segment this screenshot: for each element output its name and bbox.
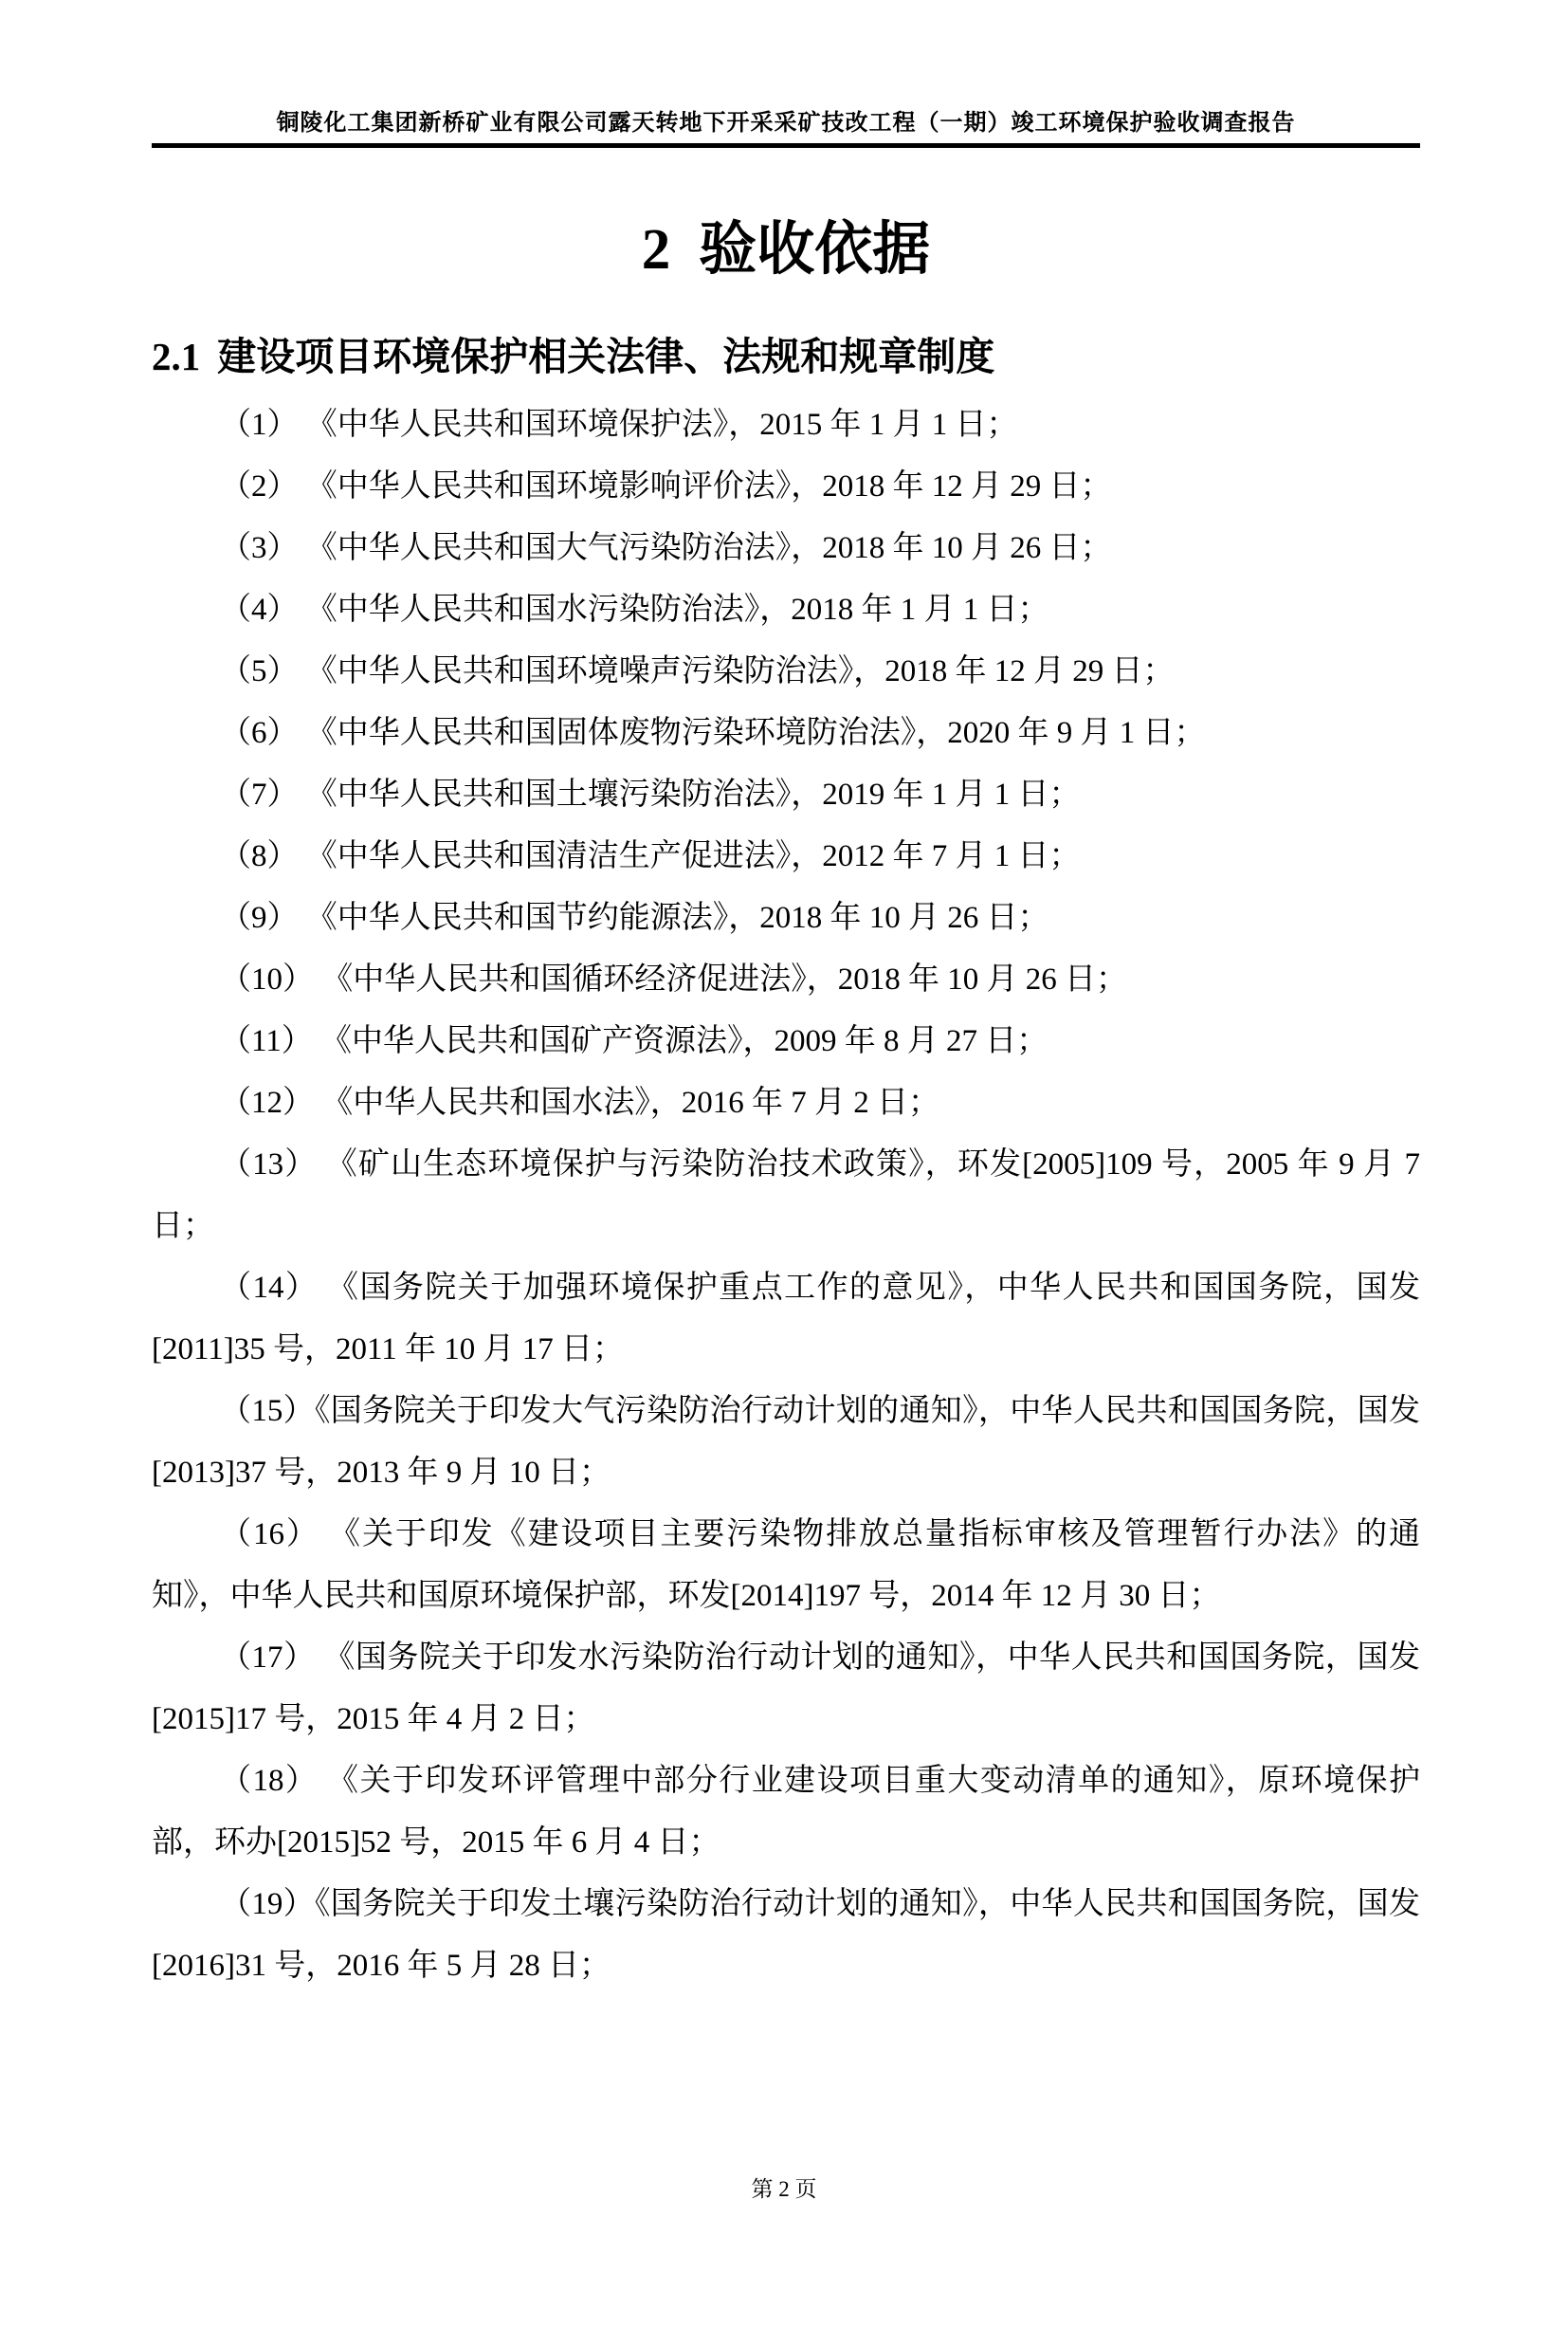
section-heading: [152, 330, 1420, 383]
law-item: （12） 《中华人民共和国水法》，2016 年 7 月 2 日；: [220, 1086, 939, 1120]
law-item: （7） 《中华人民共和国土壤污染防治法》，2019 年 1 月 1 日；: [220, 778, 1081, 812]
law-item: （5） 《中华人民共和国环境噪声污染防治法》，2018 年 12 月 29 日；: [220, 654, 1175, 688]
law-item: （15）《国务院关于印发大气污染防治行动计划的通知》，中华人民共和国国务院，国发[2013]37 号，2013 年 9 月 10 日；: [152, 1394, 1420, 1490]
law-item: （11） 《中华人民共和国矿产资源法》，2009 年 8 月 27 日；: [220, 1024, 1048, 1058]
law-item: （14） 《国务院关于加强环境保护重点工作的意见》，中华人民共和国国务院，国发[2011]35 号，2011 年 10 月 17 日；: [152, 1271, 1420, 1366]
law-item: （19）《国务院关于印发土壤污染防治行动计划的通知》，中华人民共和国国务院，国发[2016]31 号，2016 年 5 月 28 日；: [152, 1887, 1420, 1983]
law-item: （4） 《中华人民共和国水污染防治法》，2018 年 1 月 1 日；: [220, 593, 1049, 627]
page-number: 第 2 页: [751, 2177, 817, 2201]
law-item: （17） 《国务院关于印发水污染防治行动计划的通知》，中华人民共和国国务院，国发[2015]17 号，2015 年 4 月 2 日；: [152, 1641, 1420, 1736]
law-item: （18） 《关于印发环评管理中部分行业建设项目重大变动清单的通知》，原环境保护部，环办[2015]52 号，2015 年 6 月 4 日；: [152, 1764, 1420, 1860]
law-item: （13） 《矿山生态环境保护与污染防治技术政策》，环发[2005]109 号，2005 年 9 月 7 日；: [152, 1147, 1420, 1243]
law-item: （16） 《关于印发《建设项目主要污染物排放总量指标审核及管理暂行办法》的通知》，中华人民共和国原环境保护部，环发[2014]197 号，2014 年 12 月 30 日；: [152, 1517, 1420, 1613]
law-item: （8） 《中华人民共和国清洁生产促进法》，2012 年 7 月 1 日；: [220, 839, 1081, 873]
chapter-title: 验收依据: [699, 218, 931, 282]
page-content: [0, 110, 1568, 1997]
section-number: 2.1: [152, 335, 201, 378]
law-item: （2） 《中华人民共和国环境影响评价法》，2018 年 12 月 29 日；: [220, 469, 1112, 504]
section-title: 建设项目环境保护相关法律、法规和规章制度: [217, 335, 995, 378]
page-footer: [0, 2176, 1568, 2203]
law-list: [152, 394, 1420, 1997]
law-item: （6） 《中华人民共和国固体废物污染环境防治法》，2020 年 9 月 1 日；: [220, 716, 1206, 750]
law-item: （10） 《中华人民共和国循环经济促进法》，2018 年 10 月 26 日；: [220, 962, 1127, 997]
chapter-heading: [152, 212, 1420, 288]
law-item: （1） 《中华人民共和国环境保护法》，2015 年 1 月 1 日；: [220, 408, 1018, 442]
law-item: （3） 《中华人民共和国大气污染防治法》，2018 年 10 月 26 日；: [220, 531, 1112, 565]
page-header: [152, 110, 1420, 148]
chapter-number: 2: [641, 218, 671, 282]
header-title: 铜陵化工集团新桥矿业有限公司露天转地下开采采矿技改工程（一期）竣工环境保护验收调查报告: [276, 111, 1296, 136]
document-page: [0, 110, 1568, 2328]
law-item: （9） 《中华人民共和国节约能源法》，2018 年 10 月 26 日；: [220, 901, 1049, 935]
